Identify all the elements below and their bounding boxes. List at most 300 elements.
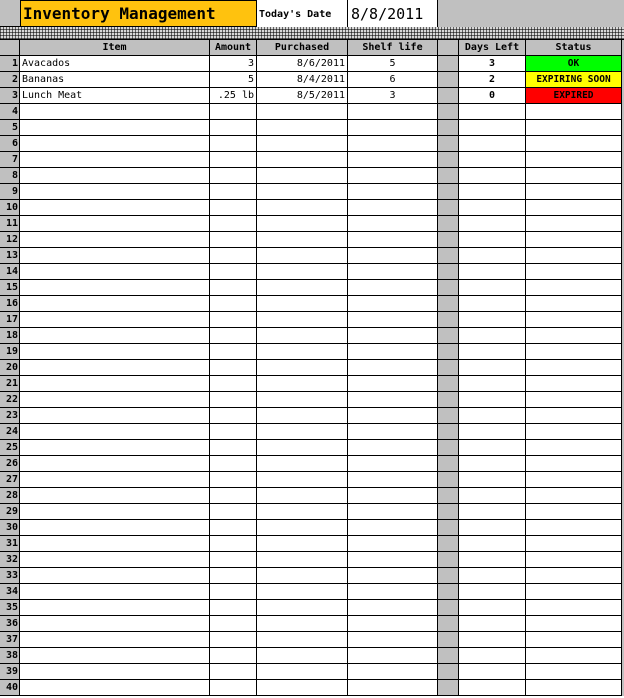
amount-cell[interactable] bbox=[210, 552, 257, 568]
purchased-cell[interactable] bbox=[257, 136, 348, 152]
days-left-cell[interactable] bbox=[459, 296, 526, 312]
gap-cell bbox=[438, 312, 459, 328]
gap-cell bbox=[438, 216, 459, 232]
shelf-life-cell[interactable] bbox=[348, 488, 438, 504]
amount-cell[interactable] bbox=[210, 264, 257, 280]
gap-cell bbox=[438, 648, 459, 664]
item-cell[interactable] bbox=[20, 552, 210, 568]
purchased-cell[interactable]: 8/6/2011 bbox=[257, 56, 348, 72]
shelf-life-cell[interactable] bbox=[348, 520, 438, 536]
amount-cell[interactable] bbox=[210, 344, 257, 360]
shelf-life-cell[interactable] bbox=[348, 296, 438, 312]
purchased-cell[interactable] bbox=[257, 296, 348, 312]
row-number: 12 bbox=[0, 232, 20, 248]
purchased-cell[interactable] bbox=[257, 424, 348, 440]
amount-cell[interactable] bbox=[210, 184, 257, 200]
table-row bbox=[0, 392, 624, 408]
table-row bbox=[0, 360, 624, 376]
item-cell[interactable] bbox=[20, 392, 210, 408]
item-cell[interactable] bbox=[20, 424, 210, 440]
status-cell[interactable] bbox=[526, 472, 622, 488]
shelf-life-cell[interactable] bbox=[348, 360, 438, 376]
amount-cell[interactable] bbox=[210, 168, 257, 184]
purchased-cell[interactable] bbox=[257, 248, 348, 264]
purchased-cell[interactable] bbox=[257, 680, 348, 696]
amount-cell[interactable] bbox=[210, 216, 257, 232]
shelf-life-cell[interactable] bbox=[348, 552, 438, 568]
amount-cell[interactable] bbox=[210, 568, 257, 584]
amount-cell[interactable] bbox=[210, 120, 257, 136]
row-number: 4 bbox=[0, 104, 20, 120]
status-cell[interactable] bbox=[526, 552, 622, 568]
amount-cell[interactable] bbox=[210, 616, 257, 632]
days-left-cell[interactable] bbox=[459, 376, 526, 392]
days-left-cell[interactable]: 3 bbox=[459, 56, 526, 72]
shelf-life-cell[interactable] bbox=[348, 632, 438, 648]
amount-cell[interactable] bbox=[210, 280, 257, 296]
table-row bbox=[0, 312, 624, 328]
amount-cell[interactable] bbox=[210, 152, 257, 168]
table-row bbox=[0, 376, 624, 392]
item-cell[interactable] bbox=[20, 200, 210, 216]
status-cell[interactable] bbox=[526, 328, 622, 344]
gap-cell bbox=[438, 552, 459, 568]
days-left-cell[interactable] bbox=[459, 264, 526, 280]
shelf-life-cell[interactable] bbox=[348, 216, 438, 232]
purchased-cell[interactable] bbox=[257, 440, 348, 456]
todays-date-value-cell[interactable]: 8/8/2011 bbox=[348, 0, 438, 27]
status-cell[interactable] bbox=[526, 232, 622, 248]
purchased-cell[interactable] bbox=[257, 264, 348, 280]
purchased-cell[interactable] bbox=[257, 488, 348, 504]
item-cell[interactable] bbox=[20, 280, 210, 296]
purchased-cell[interactable] bbox=[257, 104, 348, 120]
row-number: 26 bbox=[0, 456, 20, 472]
table-row bbox=[0, 136, 624, 152]
shelf-life-cell[interactable] bbox=[348, 680, 438, 696]
shelf-life-cell[interactable] bbox=[348, 392, 438, 408]
purchased-cell[interactable] bbox=[257, 584, 348, 600]
amount-cell[interactable] bbox=[210, 248, 257, 264]
amount-cell[interactable] bbox=[210, 488, 257, 504]
purchased-cell[interactable] bbox=[257, 232, 348, 248]
status-cell[interactable] bbox=[526, 664, 622, 680]
item-cell[interactable] bbox=[20, 504, 210, 520]
status-cell[interactable] bbox=[526, 536, 622, 552]
item-cell[interactable] bbox=[20, 184, 210, 200]
purchased-cell[interactable] bbox=[257, 552, 348, 568]
title-row bbox=[0, 0, 624, 27]
item-cell[interactable] bbox=[20, 568, 210, 584]
purchased-cell[interactable] bbox=[257, 648, 348, 664]
table-row bbox=[0, 616, 624, 632]
shelf-life-cell[interactable] bbox=[348, 600, 438, 616]
amount-cell[interactable] bbox=[210, 456, 257, 472]
row-number: 21 bbox=[0, 376, 20, 392]
amount-cell[interactable] bbox=[210, 536, 257, 552]
days-left-cell[interactable] bbox=[459, 456, 526, 472]
days-left-cell[interactable] bbox=[459, 408, 526, 424]
table-row bbox=[0, 56, 624, 72]
row-number: 36 bbox=[0, 616, 20, 632]
status-cell[interactable] bbox=[526, 216, 622, 232]
table-row bbox=[0, 264, 624, 280]
shelf-life-cell[interactable] bbox=[348, 376, 438, 392]
row-number: 35 bbox=[0, 600, 20, 616]
gap-cell bbox=[438, 328, 459, 344]
item-cell[interactable] bbox=[20, 536, 210, 552]
shelf-life-cell[interactable] bbox=[348, 408, 438, 424]
shelf-life-cell[interactable] bbox=[348, 264, 438, 280]
gap-cell bbox=[438, 248, 459, 264]
table-row bbox=[0, 104, 624, 120]
gap-cell bbox=[438, 472, 459, 488]
amount-cell[interactable] bbox=[210, 312, 257, 328]
item-cell[interactable] bbox=[20, 344, 210, 360]
item-cell[interactable] bbox=[20, 360, 210, 376]
purchased-cell[interactable] bbox=[257, 600, 348, 616]
gap-cell bbox=[438, 360, 459, 376]
amount-cell[interactable] bbox=[210, 584, 257, 600]
days-left-cell[interactable] bbox=[459, 520, 526, 536]
purchased-cell[interactable] bbox=[257, 408, 348, 424]
shelf-life-cell[interactable] bbox=[348, 232, 438, 248]
item-cell[interactable]: Bananas bbox=[20, 72, 210, 88]
purchased-cell[interactable] bbox=[257, 392, 348, 408]
status-cell[interactable] bbox=[526, 264, 622, 280]
gap-cell bbox=[438, 456, 459, 472]
amount-cell[interactable] bbox=[210, 472, 257, 488]
days-left-cell[interactable] bbox=[459, 312, 526, 328]
shelf-life-cell[interactable] bbox=[348, 104, 438, 120]
table-row bbox=[0, 568, 624, 584]
item-cell[interactable] bbox=[20, 408, 210, 424]
row-number: 30 bbox=[0, 520, 20, 536]
status-cell[interactable] bbox=[526, 120, 622, 136]
purchased-cell[interactable] bbox=[257, 568, 348, 584]
status-cell[interactable] bbox=[526, 248, 622, 264]
status-cell[interactable] bbox=[526, 600, 622, 616]
purchased-cell[interactable] bbox=[257, 152, 348, 168]
amount-cell[interactable] bbox=[210, 136, 257, 152]
purchased-cell[interactable] bbox=[257, 616, 348, 632]
item-cell[interactable] bbox=[20, 648, 210, 664]
amount-cell[interactable] bbox=[210, 360, 257, 376]
days-left-cell[interactable] bbox=[459, 136, 526, 152]
purchased-cell[interactable]: 8/5/2011 bbox=[257, 88, 348, 104]
days-left-cell[interactable] bbox=[459, 536, 526, 552]
shelf-life-cell[interactable]: 3 bbox=[348, 88, 438, 104]
gap-cell bbox=[438, 392, 459, 408]
days-left-cell[interactable] bbox=[459, 568, 526, 584]
amount-cell[interactable] bbox=[210, 232, 257, 248]
days-left-cell[interactable] bbox=[459, 152, 526, 168]
table-row bbox=[0, 72, 624, 88]
table-row bbox=[0, 408, 624, 424]
amount-cell[interactable] bbox=[210, 520, 257, 536]
amount-cell[interactable] bbox=[210, 408, 257, 424]
item-cell[interactable]: Avacados bbox=[20, 56, 210, 72]
shelf-life-cell[interactable] bbox=[348, 168, 438, 184]
status-cell[interactable] bbox=[526, 296, 622, 312]
amount-cell[interactable]: .25 lb bbox=[210, 88, 257, 104]
days-left-cell[interactable] bbox=[459, 248, 526, 264]
purchased-cell[interactable] bbox=[257, 344, 348, 360]
status-cell[interactable] bbox=[526, 280, 622, 296]
item-cell[interactable] bbox=[20, 472, 210, 488]
days-left-cell[interactable] bbox=[459, 328, 526, 344]
days-left-cell[interactable] bbox=[459, 360, 526, 376]
days-left-cell[interactable] bbox=[459, 680, 526, 696]
shelf-life-cell[interactable] bbox=[348, 648, 438, 664]
days-left-cell[interactable] bbox=[459, 424, 526, 440]
item-cell[interactable] bbox=[20, 520, 210, 536]
status-cell[interactable] bbox=[526, 520, 622, 536]
status-cell[interactable] bbox=[526, 632, 622, 648]
days-left-cell[interactable] bbox=[459, 392, 526, 408]
header-item[interactable]: Item bbox=[20, 40, 210, 56]
days-left-cell[interactable] bbox=[459, 584, 526, 600]
item-cell[interactable] bbox=[20, 664, 210, 680]
shelf-life-cell[interactable] bbox=[348, 312, 438, 328]
days-left-cell[interactable]: 2 bbox=[459, 72, 526, 88]
purchased-cell[interactable] bbox=[257, 536, 348, 552]
days-left-cell[interactable] bbox=[459, 120, 526, 136]
item-cell[interactable] bbox=[20, 584, 210, 600]
status-cell[interactable] bbox=[526, 152, 622, 168]
status-cell[interactable] bbox=[526, 200, 622, 216]
item-cell[interactable] bbox=[20, 152, 210, 168]
status-cell[interactable] bbox=[526, 584, 622, 600]
days-left-cell[interactable] bbox=[459, 472, 526, 488]
item-cell[interactable] bbox=[20, 376, 210, 392]
shelf-life-cell[interactable] bbox=[348, 136, 438, 152]
amount-cell[interactable] bbox=[210, 648, 257, 664]
amount-cell[interactable] bbox=[210, 392, 257, 408]
purchased-cell[interactable] bbox=[257, 168, 348, 184]
header-amount[interactable]: Amount bbox=[210, 40, 257, 56]
purchased-cell[interactable] bbox=[257, 360, 348, 376]
status-cell[interactable]: EXPIRING SOON bbox=[526, 72, 622, 88]
status-cell[interactable] bbox=[526, 360, 622, 376]
item-cell[interactable] bbox=[20, 104, 210, 120]
shelf-life-cell[interactable] bbox=[348, 200, 438, 216]
shelf-life-cell[interactable] bbox=[348, 344, 438, 360]
status-cell[interactable] bbox=[526, 488, 622, 504]
item-cell[interactable] bbox=[20, 680, 210, 696]
shelf-life-cell[interactable]: 6 bbox=[348, 72, 438, 88]
amount-cell[interactable]: 5 bbox=[210, 72, 257, 88]
amount-cell[interactable] bbox=[210, 424, 257, 440]
shelf-life-cell[interactable] bbox=[348, 280, 438, 296]
purchased-cell[interactable] bbox=[257, 184, 348, 200]
days-left-cell[interactable] bbox=[459, 552, 526, 568]
days-left-cell[interactable] bbox=[459, 232, 526, 248]
row-number: 28 bbox=[0, 488, 20, 504]
shelf-life-cell[interactable] bbox=[348, 568, 438, 584]
days-left-cell[interactable] bbox=[459, 104, 526, 120]
header-status[interactable]: Status bbox=[526, 40, 622, 56]
purchased-cell[interactable] bbox=[257, 120, 348, 136]
item-cell[interactable] bbox=[20, 488, 210, 504]
shelf-life-cell[interactable] bbox=[348, 456, 438, 472]
table-row bbox=[0, 456, 624, 472]
shelf-life-cell[interactable] bbox=[348, 472, 438, 488]
header-purchased[interactable]: Purchased bbox=[257, 40, 348, 56]
item-cell[interactable] bbox=[20, 248, 210, 264]
amount-cell[interactable] bbox=[210, 376, 257, 392]
days-left-cell[interactable] bbox=[459, 488, 526, 504]
item-cell[interactable] bbox=[20, 120, 210, 136]
days-left-cell[interactable] bbox=[459, 648, 526, 664]
days-left-cell[interactable] bbox=[459, 616, 526, 632]
days-left-cell[interactable] bbox=[459, 632, 526, 648]
shelf-life-cell[interactable] bbox=[348, 184, 438, 200]
status-cell[interactable] bbox=[526, 504, 622, 520]
status-cell[interactable] bbox=[526, 408, 622, 424]
row-number: 18 bbox=[0, 328, 20, 344]
days-left-cell[interactable] bbox=[459, 216, 526, 232]
header-shelf-life[interactable]: Shelf life bbox=[348, 40, 438, 56]
item-cell[interactable] bbox=[20, 456, 210, 472]
shelf-life-cell[interactable] bbox=[348, 328, 438, 344]
item-cell[interactable]: Lunch Meat bbox=[20, 88, 210, 104]
status-cell[interactable] bbox=[526, 184, 622, 200]
amount-cell[interactable] bbox=[210, 440, 257, 456]
purchased-cell[interactable] bbox=[257, 200, 348, 216]
item-cell[interactable] bbox=[20, 168, 210, 184]
purchased-cell[interactable] bbox=[257, 632, 348, 648]
days-left-cell[interactable] bbox=[459, 600, 526, 616]
row-number: 22 bbox=[0, 392, 20, 408]
status-cell[interactable] bbox=[526, 136, 622, 152]
amount-cell[interactable] bbox=[210, 664, 257, 680]
shelf-life-cell[interactable] bbox=[348, 440, 438, 456]
amount-cell[interactable] bbox=[210, 632, 257, 648]
status-cell[interactable]: OK bbox=[526, 56, 622, 72]
item-cell[interactable] bbox=[20, 216, 210, 232]
status-cell[interactable] bbox=[526, 344, 622, 360]
amount-cell[interactable] bbox=[210, 680, 257, 696]
row-number: 40 bbox=[0, 680, 20, 696]
status-cell[interactable] bbox=[526, 648, 622, 664]
item-cell[interactable] bbox=[20, 296, 210, 312]
status-cell[interactable] bbox=[526, 616, 622, 632]
item-cell[interactable] bbox=[20, 232, 210, 248]
item-cell[interactable] bbox=[20, 264, 210, 280]
table-row bbox=[0, 88, 624, 104]
amount-cell[interactable] bbox=[210, 296, 257, 312]
days-left-cell[interactable] bbox=[459, 280, 526, 296]
amount-cell[interactable] bbox=[210, 104, 257, 120]
shelf-life-cell[interactable] bbox=[348, 424, 438, 440]
table-row bbox=[0, 664, 624, 680]
shelf-life-cell[interactable]: 5 bbox=[348, 56, 438, 72]
amount-cell[interactable] bbox=[210, 328, 257, 344]
item-cell[interactable] bbox=[20, 328, 210, 344]
header-days-left[interactable]: Days Left bbox=[459, 40, 526, 56]
item-cell[interactable] bbox=[20, 632, 210, 648]
table-row bbox=[0, 552, 624, 568]
table-row bbox=[0, 120, 624, 136]
days-left-cell[interactable] bbox=[459, 184, 526, 200]
row-number: 16 bbox=[0, 296, 20, 312]
shelf-life-cell[interactable] bbox=[348, 616, 438, 632]
days-left-cell[interactable] bbox=[459, 168, 526, 184]
purchased-cell[interactable] bbox=[257, 456, 348, 472]
purchased-cell[interactable] bbox=[257, 472, 348, 488]
table-row bbox=[0, 632, 624, 648]
days-left-cell[interactable] bbox=[459, 440, 526, 456]
shelf-life-cell[interactable] bbox=[348, 664, 438, 680]
title-row-filler bbox=[438, 0, 624, 27]
item-cell[interactable] bbox=[20, 616, 210, 632]
status-cell[interactable] bbox=[526, 568, 622, 584]
shelf-life-cell[interactable] bbox=[348, 120, 438, 136]
status-cell[interactable] bbox=[526, 104, 622, 120]
table-row bbox=[0, 648, 624, 664]
status-cell[interactable] bbox=[526, 376, 622, 392]
row-number: 11 bbox=[0, 216, 20, 232]
purchased-cell[interactable] bbox=[257, 520, 348, 536]
item-cell[interactable] bbox=[20, 312, 210, 328]
days-left-cell[interactable] bbox=[459, 504, 526, 520]
shelf-life-cell[interactable] bbox=[348, 584, 438, 600]
amount-cell[interactable] bbox=[210, 200, 257, 216]
sheet-title-cell[interactable]: Inventory Management bbox=[20, 0, 257, 27]
status-cell[interactable]: EXPIRED bbox=[526, 88, 622, 104]
status-cell[interactable] bbox=[526, 440, 622, 456]
days-left-cell[interactable]: 0 bbox=[459, 88, 526, 104]
purchased-cell[interactable] bbox=[257, 376, 348, 392]
shelf-life-cell[interactable] bbox=[348, 504, 438, 520]
row-number: 3 bbox=[0, 88, 20, 104]
amount-cell[interactable] bbox=[210, 504, 257, 520]
status-cell[interactable] bbox=[526, 312, 622, 328]
gap-cell bbox=[438, 376, 459, 392]
status-cell[interactable] bbox=[526, 424, 622, 440]
days-left-cell[interactable] bbox=[459, 664, 526, 680]
purchased-cell[interactable] bbox=[257, 312, 348, 328]
purchased-cell[interactable] bbox=[257, 504, 348, 520]
shelf-life-cell[interactable] bbox=[348, 248, 438, 264]
shelf-life-cell[interactable] bbox=[348, 152, 438, 168]
purchased-cell[interactable]: 8/4/2011 bbox=[257, 72, 348, 88]
status-cell[interactable] bbox=[526, 168, 622, 184]
amount-cell[interactable] bbox=[210, 600, 257, 616]
row-number: 25 bbox=[0, 440, 20, 456]
status-cell[interactable] bbox=[526, 456, 622, 472]
purchased-cell[interactable] bbox=[257, 280, 348, 296]
todays-date-label-cell[interactable]: Today's Date bbox=[257, 0, 348, 27]
days-left-cell[interactable] bbox=[459, 200, 526, 216]
amount-cell[interactable]: 3 bbox=[210, 56, 257, 72]
gap-cell bbox=[438, 520, 459, 536]
item-cell[interactable] bbox=[20, 136, 210, 152]
purchased-cell[interactable] bbox=[257, 328, 348, 344]
purchased-cell[interactable] bbox=[257, 216, 348, 232]
gap-cell bbox=[438, 280, 459, 296]
item-cell[interactable] bbox=[20, 600, 210, 616]
item-cell[interactable] bbox=[20, 440, 210, 456]
shelf-life-cell[interactable] bbox=[348, 536, 438, 552]
row-number: 6 bbox=[0, 136, 20, 152]
purchased-cell[interactable] bbox=[257, 664, 348, 680]
days-left-cell[interactable] bbox=[459, 344, 526, 360]
status-cell[interactable] bbox=[526, 680, 622, 696]
status-cell[interactable] bbox=[526, 392, 622, 408]
gap-cell bbox=[438, 536, 459, 552]
